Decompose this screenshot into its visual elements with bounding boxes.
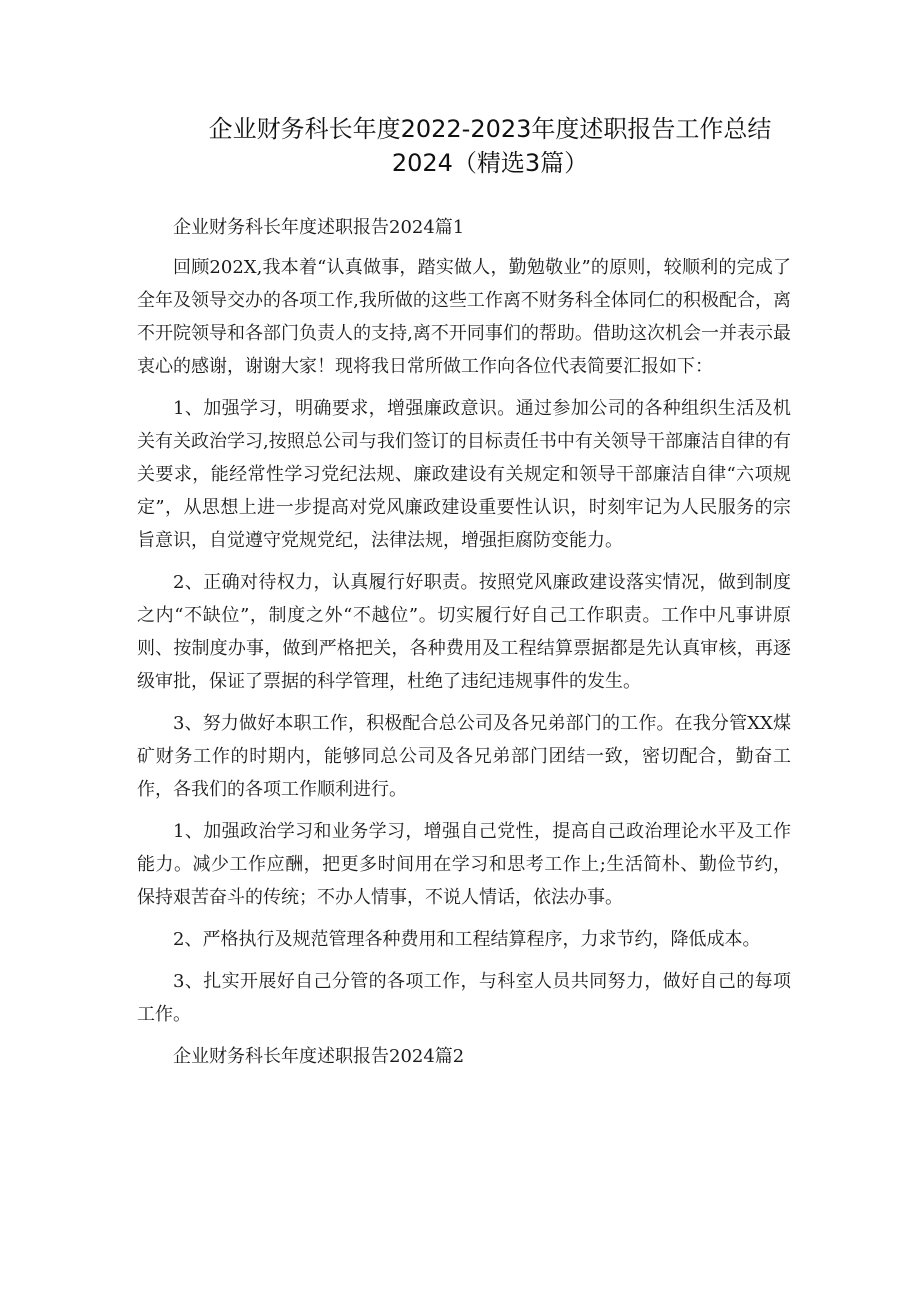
paragraph: 1、加强政治学习和业务学习，增强自己党性，提高自己政治理论水平及工作能力。减少工作应酬，把更多时间用在学习和思考工作上;生活简朴、勤俭节约，保持艰苦奋斗的传统；不办人情事，不说人情话，依法办事。 [137, 821, 791, 908]
section-heading-2: 企业财务科长年度述职报告2024篇2 [173, 1046, 465, 1067]
document-title-line-1: 企业财务科长年度2022-2023年度述职报告工作总结 [208, 115, 772, 143]
paragraph: 2、正确对待权力，认真履行好职责。按照党风廉政建设落实情况，做到制度之内“不缺位”，制度之外“不越位”。切实履行好自己工作职责。工作中凡事讲原则、按制度办事，做到严格把关，各种费用及工程结算票据都是先认真审核，再逐级审批，保证了票据的科学管理，杜绝了违纪违规事件的发生。 [137, 572, 791, 692]
document-body [137, 211, 791, 1080]
paragraph: 3、扎实开展好自己分管的各项工作，与科室人员共同努力，做好自己的每项工作。 [137, 971, 791, 1025]
paragraph: 1、加强学习，明确要求，增强廉政意识。通过参加公司的各种组织生活及机关有关政治学习,按照总公司与我们签订的目标责任书中有关领导干部廉洁自律的有关要求，能经常性学习党纪法规、廉政建设有关规定和领导干部廉洁自律“六项规定”，从思想上进一步提高对党风廉政建设重要性认识，时刻牢记为人民服务的宗旨意识，自觉遵守党规党纪，法律法规，增强拒腐防变能力。 [137, 398, 791, 551]
section-heading-1: 企业财务科长年度述职报告2024篇1 [173, 217, 465, 238]
paragraph: 2、严格执行及规范管理各种费用和工程结算程序，力求节约，降低成本。 [173, 929, 761, 950]
paragraph: 3、努力做好本职工作，积极配合总公司及各兄弟部门的工作。在我分管XX煤矿财务工作的时期内，能够同总公司及各兄弟部门团结一致，密切配合，勤奋工作，各我们的各项工作顺利进行。 [137, 713, 791, 800]
paragraph: 回顾202X,我本着“认真做事，踏实做人，勤勉敬业”的原则，较顺利的完成了全年及领导交办的各项工作,我所做的这些工作离不财务科全体同仁的积极配合，离不开院领导和各部门负责人的支持,离不开同事们的帮助。借助这次机会一并表示最衷心的感谢，谢谢大家！现将我日常所做工作向各位代表简要汇报如下： [137, 257, 791, 377]
document-title-line-2: 2024（精选3篇） [391, 149, 589, 177]
document-title [140, 112, 840, 180]
